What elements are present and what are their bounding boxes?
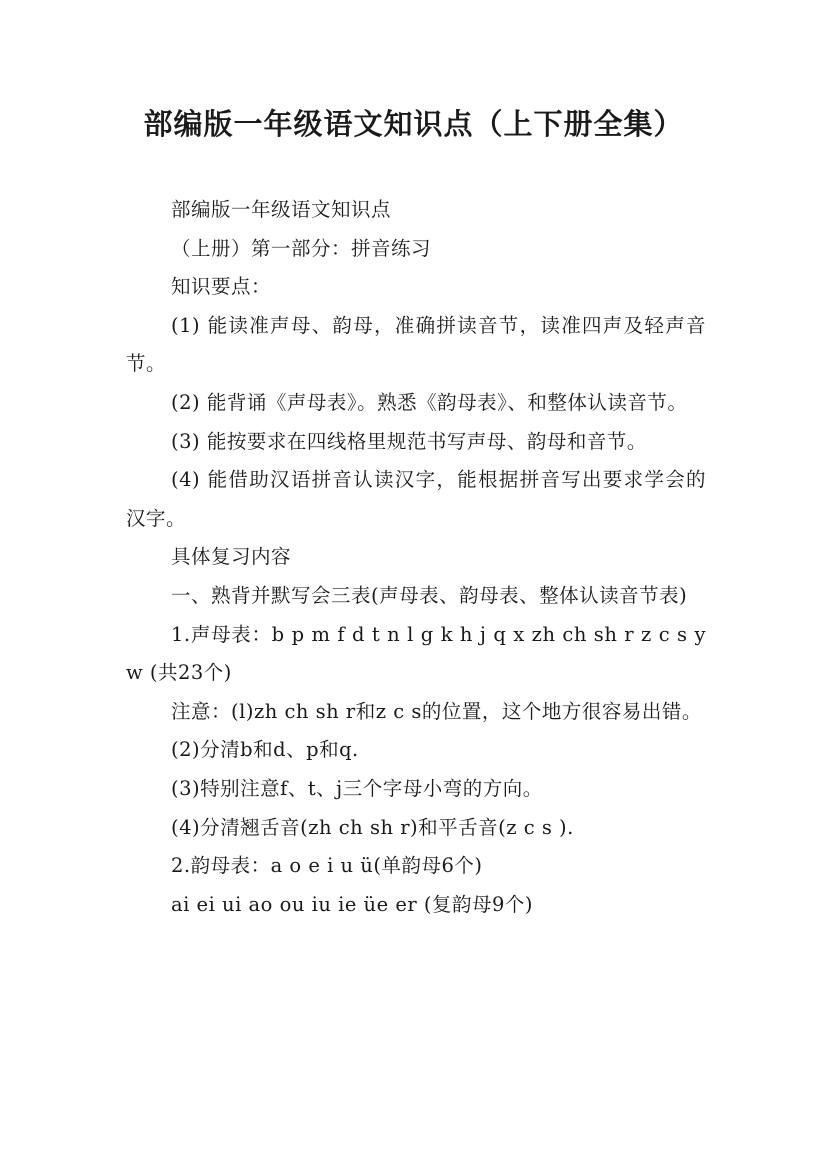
paragraph-note-3: (3)特别注意f、t、j三个字母小弯的方向。 xyxy=(171,776,543,800)
paragraph-finals-table: 2.韵母表：a o e i u ü(单韵母6个) xyxy=(171,854,483,878)
paragraph-note-4: (4)分清翘舌音(zh ch sh r)和平舌音(z c s ). xyxy=(171,815,574,839)
paragraph-review-heading: 具体复习内容 xyxy=(171,545,292,569)
paragraph-note-2: (2)分清b和d、p和q. xyxy=(171,738,359,762)
document-body xyxy=(126,191,706,924)
paragraph-compound-finals: ai ei ui ao ou iu ie üe er (复韵母9个) xyxy=(171,892,534,916)
paragraph-point-3: (3) 能按要求在四线格里规范书写声母、韵母和音节。 xyxy=(171,429,647,453)
paragraph-three-tables: 一、熟背并默写会三表(声母表、韵母表、整体认读音节表) xyxy=(171,583,688,607)
paragraph-subtitle: 部编版一年级语文知识点 xyxy=(171,198,392,221)
paragraph-point-4: (4) 能借助汉语拼音认读汉字，能根据拼音写出要求学会的汉字。 xyxy=(126,468,706,530)
paragraph-point-1: (1) 能读准声母、韵母，准确拼读音节，读准四声及轻声音节。 xyxy=(126,313,706,376)
paragraph-point-2: (2) 能背诵《声母表》。熟悉《韵母表》、和整体认读音节。 xyxy=(171,390,688,414)
paragraph-note-1: 注意：(l)zh ch sh r和z c s的位置，这个地方很容易出错。 xyxy=(171,699,702,723)
document-title: 部编版一年级语文知识点（上下册全集） xyxy=(143,107,684,141)
paragraph-key-points-heading: 知识要点： xyxy=(171,275,272,299)
paragraph-section-heading: （上册）第一部分：拼音练习 xyxy=(171,236,432,260)
paragraph-initials-table: 1.声母表：b p m f d t n l g k h j q x zh ch sh r z c s y w (共23个) xyxy=(126,622,706,685)
